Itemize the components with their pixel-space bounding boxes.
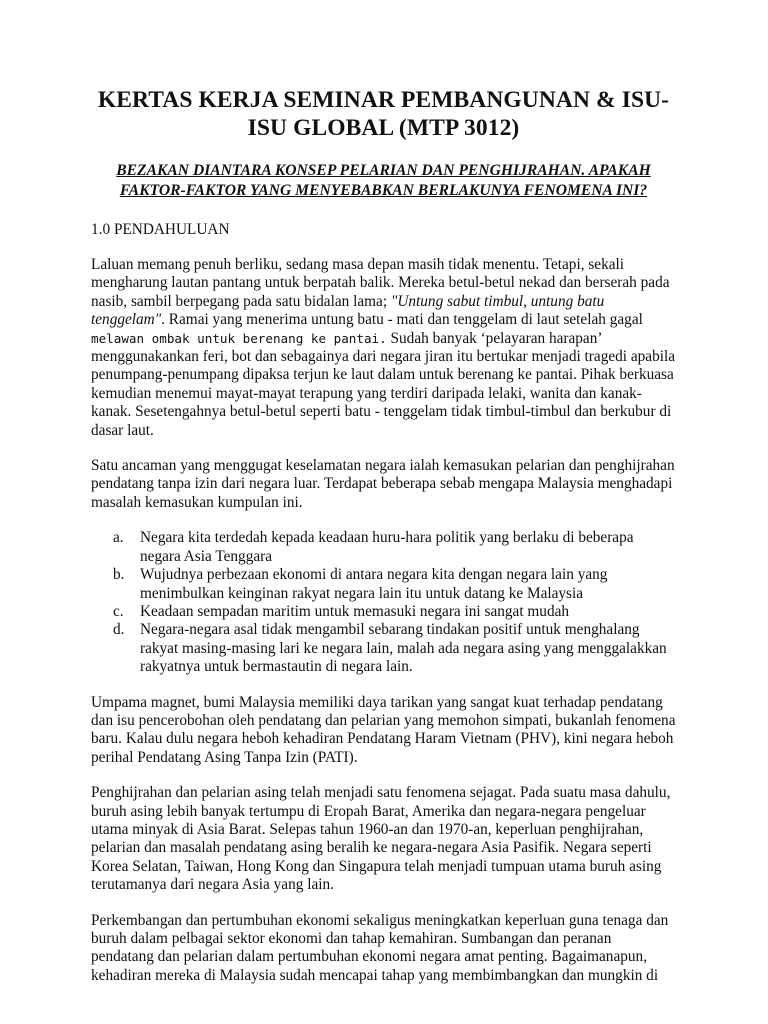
list-item-text: Negara-negara asal tidak mengambil sebarang tindakan positif untuk menghalang rakyat masing-masing lari ke negara lain, malah ada negara asing yang menggalakkan rakyatnya untuk bermastautin di negara lain. [140, 621, 667, 676]
document-title: KERTAS KERJA SEMINAR PEMBANGUNAN & ISU-ISU GLOBAL (MTP 3012) [97, 87, 670, 141]
list-item [113, 529, 676, 566]
reasons-list [91, 529, 676, 676]
paragraph-intro [91, 256, 676, 440]
list-item [113, 602, 676, 621]
list-item [113, 566, 676, 603]
document-subtitle: BEZAKAN DIANTARA KONSEP PELARIAN DAN PENGHIJRAHAN. APAKAH FAKTOR-FAKTOR YANG MENYEBABKAN BERLAKUNYA FENOMENA INI? [116, 162, 651, 199]
paragraph-magnet: Umpama magnet, bumi Malaysia memiliki daya tarikan yang sangat kuat terhadap pendatang dan isu pencerobohan oleh pendatang dan pelarian yang memohon simpati, bukanlah fenomena baru. Kalau dulu negara heboh kehadiran Pendatang Haram Vietnam (PHV), kini negara heboh perihal Pendatang Asing Tanpa Izin (PATI). [91, 693, 676, 766]
paragraph-intro-part1: Laluan memang penuh berliku, sedang masa depan masih tidak menentu. Tetapi, sekali mengharung lautan pantang untuk berpatah balik. Mereka betul-betul nekad dan berserah pada nasib, sambil berpegang pada satu bidalan lama; [91, 256, 670, 310]
paragraph-intro-part2: . Ramai yang menerima untung batu - mati dan tenggelam di laut setelah gagal [161, 311, 643, 329]
paragraph-threat: Satu ancaman yang menggugat keselamatan negara ialah kemasukan pelarian dan penghijrahan pendatang tanpa izin dari negara luar. Terdapat beberapa sebab mengapa Malaysia menghadapi masalah kemasukan kumpulan ini. [91, 457, 675, 511]
list-item-text: Negara kita terdedah kepada keadaan huru-hara politik yang berlaku di beberapa negara Asia Tenggara [140, 529, 634, 565]
list-item-text: Keadaan sempadan maritim untuk memasuki negara ini sangat mudah [140, 602, 570, 620]
list-marker: c. [113, 602, 124, 620]
list-marker: b. [113, 566, 125, 584]
paragraph-intro-part3: Sudah banyak ‘pelayaran harapan’ menggunakankan feri, bot dan sebagainya dari negara jiran itu bertukar menjadi tragedi apabila penumpang-penumpang dipaksa terjun ke laut dalam untuk berenang ke pantai. Pihak berkuasa kemudian menemui mayat-mayat terapung yang terdiri daripada lelaki, wanita dan kanak-kanak. Sesetengahnya betul-betul seperti batu - tenggelam tidak timbul-timbul dan berkubur di dasar laut. [91, 329, 676, 439]
paragraph-migration: Penghijrahan dan pelarian asing telah menjadi satu fenomena sejagat. Pada suatu masa dahulu, buruh asing lebih banyak tertumpu di Eropah Barat, Amerika dan negara-negara pengeluar utama minyak di Asia Barat. Selepas tahun 1960-an dan 1970-an, keperluan penghijrahan, pelarian dan masalah pendatang asing beralih ke negara-negara Asia Pasifik. Negara seperti Korea Selatan, Taiwan, Hong Kong dan Singapura telah menjadi tumpuan utama buruh asing terutamanya dari negara Asia yang lain. [91, 784, 671, 894]
list-item-text: Wujudnya perbezaan ekonomi di antara negara kita dengan negara lain yang menimbulkan keinginan rakyat negara lain itu untuk datang ke Malaysia [140, 566, 608, 602]
paragraph-economy: Perkembangan dan pertumbuhan ekonomi sekaligus meningkatkan keperluan guna tenaga dan buruh dalam pelbagai sektor ekonomi dan tahap kemahiran. Sumbangan dan peranan pendatang dan pelarian dalam pertumbuhan ekonomi negara amat penting. Bagaimanapun, kehadiran mereka di Malaysia sudah mencapai tahap yang membimbangkan dan mungkin di [91, 911, 669, 984]
list-marker: a. [113, 529, 124, 547]
paragraph-intro-mono-fragment: melawan ombak untuk berenang ke pantai. [91, 330, 387, 346]
section-heading: 1.0 PENDAHULUAN [91, 221, 230, 238]
proverb-quote: "Untung sabut timbul, untung batu tenggelam" [91, 292, 605, 329]
list-marker: d. [113, 621, 125, 639]
list-item [113, 621, 676, 676]
